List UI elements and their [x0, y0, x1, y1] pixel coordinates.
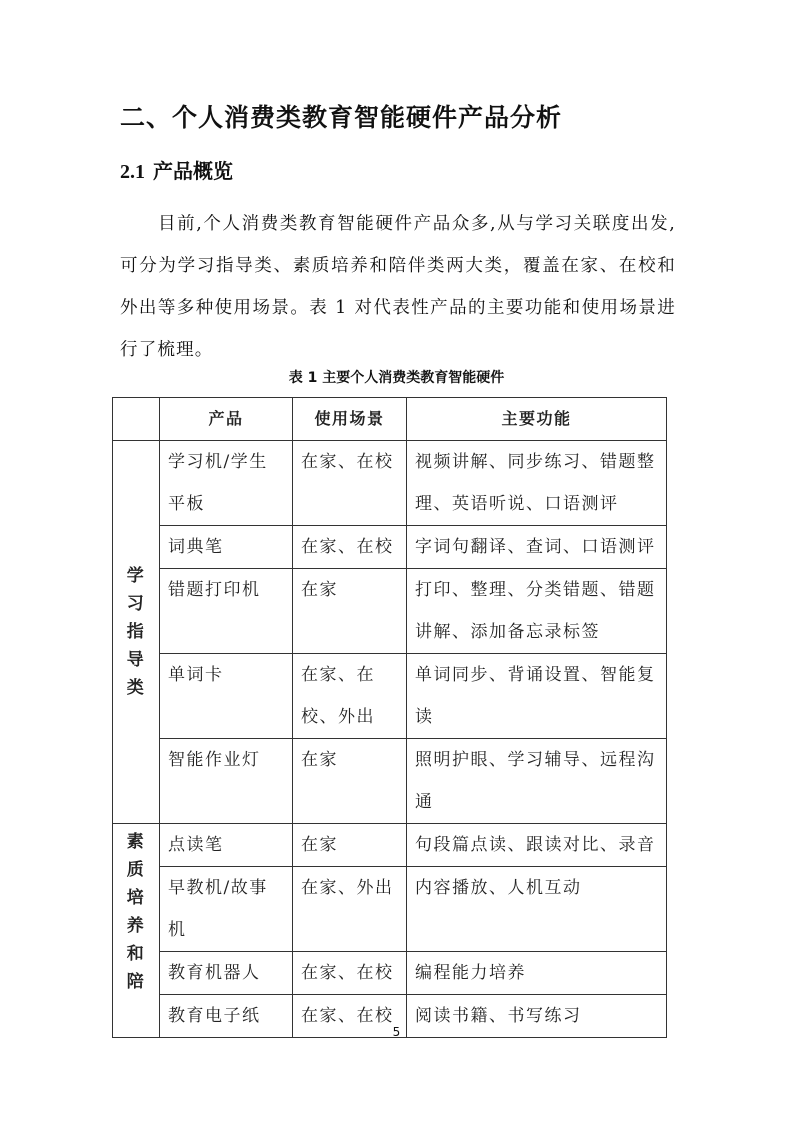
scene-cell: 在家 — [293, 739, 407, 824]
product-cell: 点读笔 — [160, 824, 293, 867]
function-cell: 句段篇点读、跟读对比、录音 — [407, 824, 667, 867]
table-row — [113, 867, 667, 952]
category-char: 指 — [126, 622, 146, 642]
function-cell: 照明护眼、学习辅导、远程沟通 — [407, 739, 667, 824]
function-cell: 字词句翻译、查词、口语测评 — [407, 526, 667, 569]
product-cell: 教育机器人 — [160, 952, 293, 995]
table-row — [113, 441, 667, 526]
function-cell: 单词同步、背诵设置、智能复读 — [407, 654, 667, 739]
table-caption: 表 1 主要个人消费类教育智能硬件 — [288, 370, 505, 386]
product-cell: 学习机/学生平板 — [160, 441, 293, 526]
product-cell: 早教机/故事机 — [160, 867, 293, 952]
scene-cell: 在家 — [293, 569, 407, 654]
category-char: 类 — [126, 678, 146, 698]
table-row — [113, 526, 667, 569]
category-cell — [113, 441, 160, 824]
category-char: 质 — [126, 860, 146, 880]
category-char: 养 — [126, 916, 146, 936]
function-cell: 视频讲解、同步练习、错题整理、英语听说、口语测评 — [407, 441, 667, 526]
scene-cell: 在家、在校 — [293, 952, 407, 995]
body-paragraph: 目前,个人消费类教育智能硬件产品众多,从与学习关联度出发,可分为学习指导类、素质培养和陪伴类两大类，覆盖在家、在校和外出等多种使用场景。表 1 对代表性产品的主要功能和使用场景进行了梳理。 — [120, 214, 676, 360]
subsection-title: 产品概览 — [153, 159, 233, 183]
product-cell: 教育电子纸 — [160, 995, 293, 1038]
table-header-row — [113, 398, 667, 441]
category-char: 培 — [126, 888, 146, 908]
header-product: 产品 — [160, 398, 293, 441]
header-category — [113, 398, 160, 441]
table-row — [113, 952, 667, 995]
function-cell: 打印、整理、分类错题、错题讲解、添加备忘录标签 — [407, 569, 667, 654]
subsection-heading — [120, 155, 233, 184]
section-heading: 二、个人消费类教育智能硬件产品分析 — [120, 103, 563, 132]
category-char: 陪 — [126, 972, 146, 992]
function-cell: 阅读书籍、书写练习 — [407, 995, 667, 1038]
table-row — [113, 739, 667, 824]
category-char: 和 — [126, 944, 146, 964]
category-char: 导 — [126, 650, 146, 670]
header-function: 主要功能 — [407, 398, 667, 441]
products-table — [112, 397, 667, 1038]
function-cell: 内容播放、人机互动 — [407, 867, 667, 952]
table-row — [113, 824, 667, 867]
page-number: 5 — [392, 1025, 401, 1039]
category-cell — [113, 824, 160, 1038]
category-char: 素 — [126, 832, 146, 852]
category-char: 习 — [126, 594, 146, 614]
subsection-number: 2.1 — [120, 161, 145, 183]
scene-cell: 在家、在校 — [293, 526, 407, 569]
scene-cell: 在家、在校 — [293, 441, 407, 526]
product-cell: 词典笔 — [160, 526, 293, 569]
scene-cell: 在家、在校、外出 — [293, 654, 407, 739]
table-row — [113, 569, 667, 654]
table-row — [113, 654, 667, 739]
scene-cell: 在家、外出 — [293, 867, 407, 952]
function-cell: 编程能力培养 — [407, 952, 667, 995]
scene-cell: 在家 — [293, 824, 407, 867]
product-cell: 单词卡 — [160, 654, 293, 739]
product-cell: 错题打印机 — [160, 569, 293, 654]
scene-cell: 在家、在校 — [293, 995, 407, 1038]
category-char: 学 — [126, 566, 146, 586]
header-scene: 使用场景 — [293, 398, 407, 441]
product-cell: 智能作业灯 — [160, 739, 293, 824]
